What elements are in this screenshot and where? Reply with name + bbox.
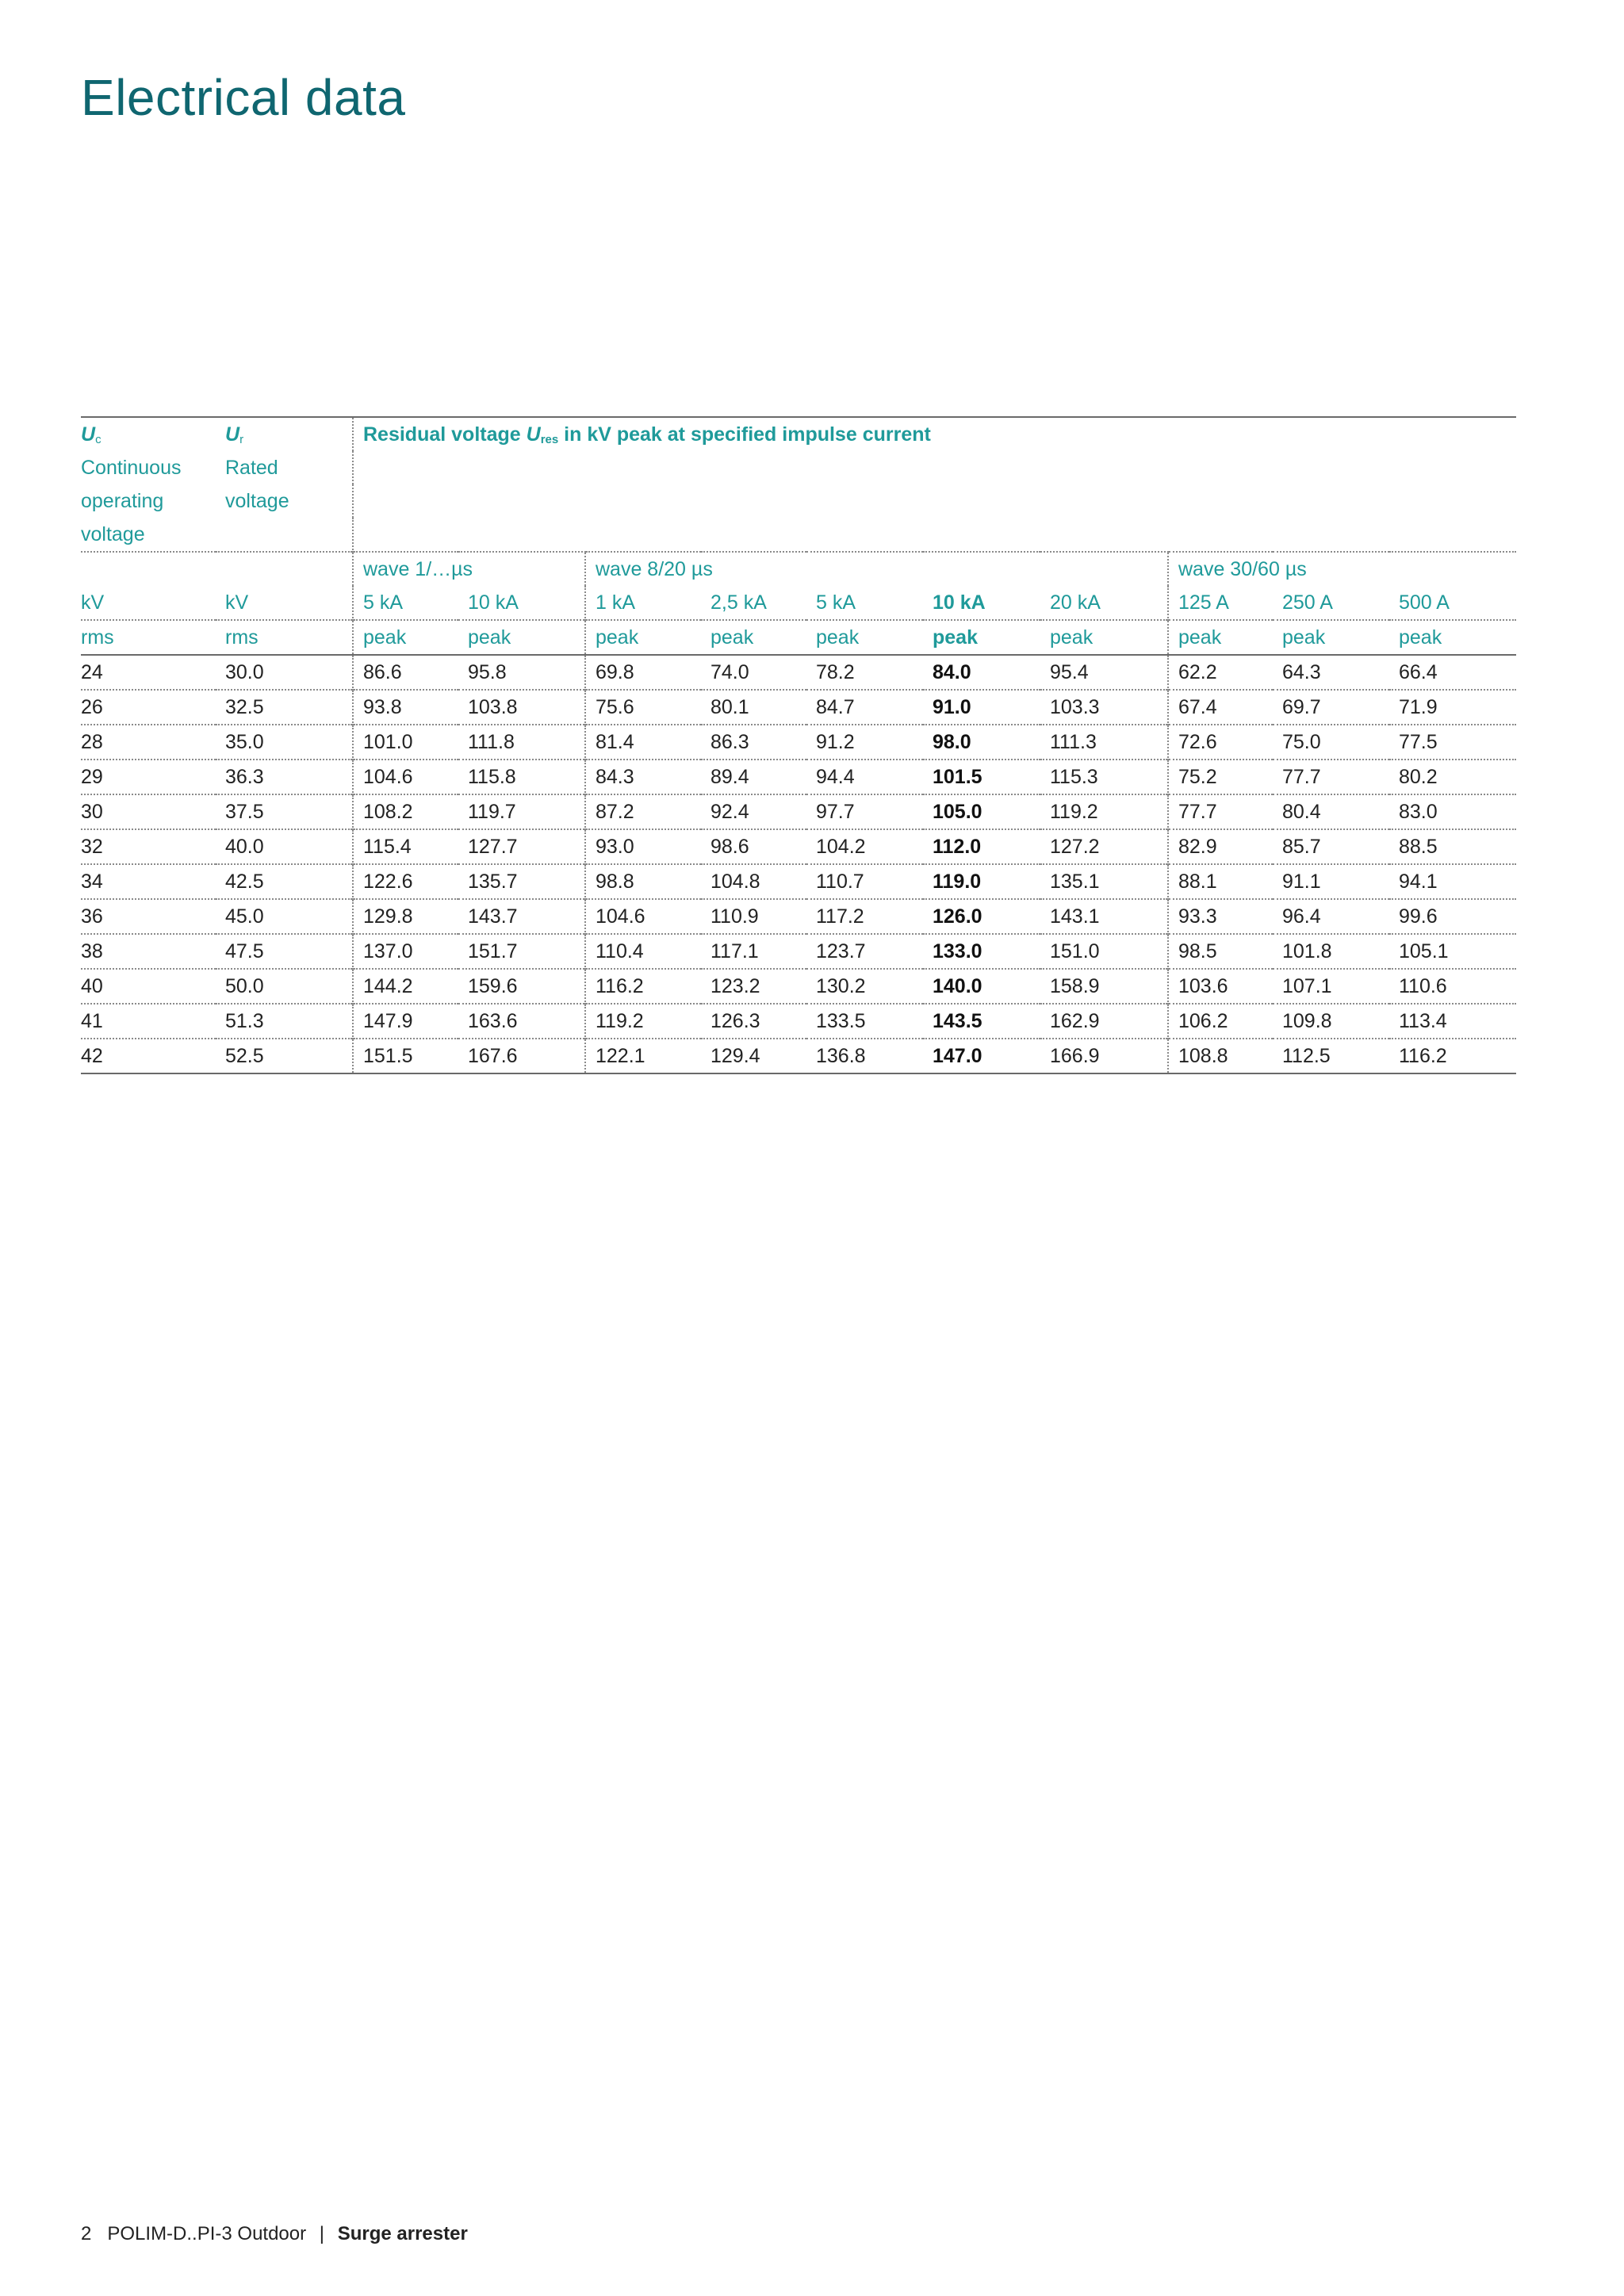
table-cell: 103.8 — [458, 690, 585, 725]
table-cell: 158.9 — [1040, 969, 1168, 1004]
table-cell: 147.0 — [923, 1039, 1040, 1073]
unit-header-cell: 250 A — [1282, 591, 1333, 614]
table-cell: 42 — [81, 1039, 216, 1073]
table-cell: 130.2 — [806, 969, 923, 1004]
table-cell: 72.6 — [1168, 725, 1273, 760]
table-row — [81, 899, 1516, 934]
table-cell: 106.2 — [1168, 1004, 1273, 1039]
table-cell: 80.4 — [1273, 794, 1389, 829]
table-cell: 84.3 — [585, 760, 701, 794]
type-header-cell: peak — [353, 620, 458, 655]
unit-header-cell: 125 A — [1168, 586, 1273, 620]
type-header-cell: peak — [701, 620, 806, 655]
table-cell: 112.5 — [1273, 1039, 1389, 1073]
table-cell: 122.6 — [353, 864, 458, 899]
table-cell: 119.0 — [923, 864, 1040, 899]
table-cell: 110.9 — [701, 899, 806, 934]
table-cell: 82.9 — [1168, 829, 1273, 864]
table-cell: 93.3 — [1168, 899, 1273, 934]
table-cell: 80.1 — [701, 690, 806, 725]
table-row — [81, 864, 1516, 899]
table-cell: 75.2 — [1168, 760, 1273, 794]
header-row-desc-1 — [81, 451, 1516, 484]
unit-header-cell: 500 A — [1399, 591, 1450, 614]
table-cell: 85.7 — [1273, 829, 1389, 864]
unit-header-cell: 20 kA — [1050, 591, 1101, 614]
table-cell: 123.2 — [701, 969, 806, 1004]
table-cell: 80.2 — [1389, 760, 1516, 794]
table-cell: 32 — [81, 829, 216, 864]
table-row — [81, 760, 1516, 794]
table-cell: 111.8 — [458, 725, 585, 760]
table-cell: 98.5 — [1168, 934, 1273, 969]
wave-8-20-label: wave 8/20 µs — [585, 552, 1168, 586]
table-cell: 151.5 — [353, 1039, 458, 1073]
table-cell: 111.3 — [1040, 725, 1168, 760]
table-cell: 135.7 — [458, 864, 585, 899]
table-cell: 51.3 — [216, 1004, 353, 1039]
table-cell: 30.0 — [225, 660, 264, 683]
header-row-desc-2 — [81, 484, 1516, 518]
table-cell: 147.9 — [353, 1004, 458, 1039]
table-cell: 38 — [81, 934, 216, 969]
table-cell: 115.4 — [353, 829, 458, 864]
table-cell: 133.0 — [923, 934, 1040, 969]
table-cell: 122.1 — [585, 1039, 701, 1073]
ur-desc-line: voltage — [225, 489, 289, 512]
table-cell: 52.5 — [216, 1039, 353, 1073]
table-row — [81, 725, 1516, 760]
residual-voltage-table — [81, 416, 1516, 1074]
table-cell: 86.6 — [353, 655, 458, 690]
unit-header-cell: 1 kA — [585, 586, 701, 620]
table-cell: 95.8 — [468, 660, 507, 683]
table-cell: 113.4 — [1389, 1004, 1516, 1039]
table-cell: 151.7 — [458, 934, 585, 969]
table-cell: 83.0 — [1389, 794, 1516, 829]
residual-heading-symbol: U — [526, 423, 541, 446]
header-row-units — [81, 586, 1516, 620]
table-cell: 62.2 — [1168, 655, 1273, 690]
table-cell: 92.4 — [701, 794, 806, 829]
table-cell: 69.8 — [585, 655, 701, 690]
table-cell: 119.7 — [458, 794, 585, 829]
table-cell: 35.0 — [216, 725, 353, 760]
ur-desc-line: Rated — [225, 456, 278, 479]
type-header-cell: peak — [1273, 620, 1389, 655]
table-cell: 67.4 — [1168, 690, 1273, 725]
table-cell: 81.4 — [585, 725, 701, 760]
header-row-desc-3 — [81, 518, 1516, 552]
table-row — [81, 969, 1516, 1004]
type-header-cell: peak — [585, 620, 701, 655]
table-cell: 96.4 — [1273, 899, 1389, 934]
table-cell: 110.7 — [806, 864, 923, 899]
table-cell: 66.4 — [1399, 660, 1438, 683]
page-title: Electrical data — [81, 69, 406, 126]
footer-section: Surge arrester — [337, 2223, 468, 2244]
table-cell: 143.5 — [923, 1004, 1040, 1039]
table-row — [81, 829, 1516, 864]
table-row — [81, 655, 1516, 690]
table-cell: 40.0 — [216, 829, 353, 864]
table-cell: 71.9 — [1389, 690, 1516, 725]
table-cell: 109.8 — [1273, 1004, 1389, 1039]
heading-spacer — [353, 451, 1516, 484]
table-cell: 119.2 — [585, 1004, 701, 1039]
table-row — [81, 690, 1516, 725]
empty-cell — [216, 552, 353, 586]
table-cell: 75.0 — [1273, 725, 1389, 760]
heading-spacer — [353, 518, 1516, 552]
table-cell: 99.6 — [1389, 899, 1516, 934]
residual-heading-sub: res — [540, 432, 559, 446]
table-cell: 116.2 — [1389, 1039, 1516, 1073]
table-cell: 144.2 — [353, 969, 458, 1004]
uc-desc-line: operating — [81, 489, 164, 512]
unit-header-cell: 10 kA — [933, 591, 986, 614]
table-cell: 110.6 — [1389, 969, 1516, 1004]
table-body — [81, 417, 1516, 1073]
unit-header-cell: kV — [225, 591, 249, 614]
table-cell: 40 — [81, 969, 216, 1004]
table-cell: 129.4 — [701, 1039, 806, 1073]
table-cell: 84.0 — [933, 660, 971, 683]
table-cell: 34 — [81, 864, 216, 899]
table-cell: 115.8 — [458, 760, 585, 794]
table-cell: 140.0 — [923, 969, 1040, 1004]
table-cell: 95.4 — [1050, 660, 1089, 683]
unit-header-cell: 5 kA — [353, 586, 458, 620]
table-cell: 143.7 — [458, 899, 585, 934]
table-cell: 135.1 — [1040, 864, 1168, 899]
type-header-cell: peak — [1168, 620, 1273, 655]
table-cell: 93.0 — [585, 829, 701, 864]
table-cell: 93.8 — [353, 690, 458, 725]
table-cell: 97.7 — [806, 794, 923, 829]
table-cell: 127.7 — [458, 829, 585, 864]
type-header-cell: rms — [216, 620, 353, 655]
table-cell: 103.6 — [1168, 969, 1273, 1004]
table-cell: 88.5 — [1389, 829, 1516, 864]
table-cell: 104.8 — [701, 864, 806, 899]
wave-30-60-label: wave 30/60 µs — [1168, 552, 1516, 586]
uc-symbol-cell — [81, 417, 216, 451]
empty-cell — [81, 552, 216, 586]
table-cell: 108.2 — [353, 794, 458, 829]
table-cell: 91.1 — [1273, 864, 1389, 899]
table-cell: 105.1 — [1389, 934, 1516, 969]
table-cell: 98.0 — [923, 725, 1040, 760]
page-footer — [81, 2223, 468, 2245]
footer-separator: | — [319, 2223, 325, 2244]
residual-voltage-heading — [353, 417, 1516, 451]
table-row — [81, 1004, 1516, 1039]
table-row — [81, 934, 1516, 969]
uc-symbol: U — [81, 423, 96, 446]
footer-product: POLIM-D..PI-3 Outdoor — [107, 2223, 307, 2244]
table-cell: 105.0 — [923, 794, 1040, 829]
table-cell: 166.9 — [1040, 1039, 1168, 1073]
table-cell: 167.6 — [458, 1039, 585, 1073]
table-cell: 87.2 — [585, 794, 701, 829]
type-header-cell: peak — [923, 620, 1040, 655]
table-cell: 77.7 — [1273, 760, 1389, 794]
table-cell: 163.6 — [458, 1004, 585, 1039]
header-row-types — [81, 620, 1516, 655]
table-cell: 151.0 — [1040, 934, 1168, 969]
uc-desc-line: voltage — [81, 522, 145, 545]
table-cell: 74.0 — [710, 660, 749, 683]
type-header-cell: peak — [1040, 620, 1168, 655]
table-cell: 30 — [81, 794, 216, 829]
ur-symbol-cell — [216, 417, 353, 451]
table-cell: 88.1 — [1168, 864, 1273, 899]
table-cell: 101.5 — [923, 760, 1040, 794]
table-cell: 101.8 — [1273, 934, 1389, 969]
type-header-cell: rms — [81, 620, 216, 655]
table-cell: 159.6 — [458, 969, 585, 1004]
table-cell: 127.2 — [1040, 829, 1168, 864]
uc-symbol-sub: c — [95, 432, 102, 446]
residual-heading-prefix: Residual voltage — [363, 423, 527, 446]
table-cell: 112.0 — [923, 829, 1040, 864]
unit-header-cell: 2,5 kA — [710, 591, 767, 614]
table-cell: 91.2 — [806, 725, 923, 760]
table-cell: 143.1 — [1040, 899, 1168, 934]
table-cell: 64.3 — [1282, 660, 1321, 683]
table-cell: 29 — [81, 760, 216, 794]
table-cell: 75.6 — [585, 690, 701, 725]
table-cell: 133.5 — [806, 1004, 923, 1039]
table-cell: 126.3 — [701, 1004, 806, 1039]
table-cell: 50.0 — [216, 969, 353, 1004]
table-cell: 91.0 — [923, 690, 1040, 725]
table-cell: 94.1 — [1389, 864, 1516, 899]
table-cell: 24 — [81, 660, 103, 683]
type-header-cell: peak — [806, 620, 923, 655]
table-cell: 117.2 — [806, 899, 923, 934]
table-row — [81, 1039, 1516, 1073]
table-cell: 117.1 — [701, 934, 806, 969]
header-row-symbols — [81, 417, 1516, 451]
table-cell: 47.5 — [216, 934, 353, 969]
wave-1-label: wave 1/…µs — [353, 552, 585, 586]
table-cell: 126.0 — [923, 899, 1040, 934]
table-cell: 116.2 — [585, 969, 701, 1004]
table-cell: 103.3 — [1040, 690, 1168, 725]
table-cell: 98.8 — [585, 864, 701, 899]
table-cell: 32.5 — [216, 690, 353, 725]
table-cell: 162.9 — [1040, 1004, 1168, 1039]
table-cell: 77.7 — [1168, 794, 1273, 829]
uc-desc-line: Continuous — [81, 456, 182, 479]
heading-spacer — [353, 484, 1516, 518]
table-cell: 28 — [81, 725, 216, 760]
table-cell: 110.4 — [585, 934, 701, 969]
ur-symbol: U — [225, 423, 240, 446]
table-cell: 129.8 — [353, 899, 458, 934]
table-cell: 86.3 — [701, 725, 806, 760]
type-header-cell: peak — [458, 620, 585, 655]
table-cell: 77.5 — [1389, 725, 1516, 760]
table-cell: 104.6 — [353, 760, 458, 794]
table-cell: 89.4 — [701, 760, 806, 794]
table-cell: 119.2 — [1040, 794, 1168, 829]
table-cell: 41 — [81, 1004, 216, 1039]
table-cell: 98.6 — [701, 829, 806, 864]
table-row — [81, 794, 1516, 829]
table-cell: 137.0 — [353, 934, 458, 969]
page-number: 2 — [81, 2223, 92, 2244]
table-cell: 94.4 — [806, 760, 923, 794]
table-cell: 42.5 — [216, 864, 353, 899]
unit-header-cell: 5 kA — [816, 591, 856, 614]
table-cell: 104.6 — [585, 899, 701, 934]
table-cell: 78.2 — [816, 660, 855, 683]
table-cell: 123.7 — [806, 934, 923, 969]
ur-symbol-sub: r — [239, 432, 244, 446]
table-cell: 107.1 — [1273, 969, 1389, 1004]
table-cell: 45.0 — [216, 899, 353, 934]
table-cell: 26 — [81, 690, 216, 725]
unit-header-cell: 10 kA — [468, 591, 519, 614]
table-cell: 108.8 — [1168, 1039, 1273, 1073]
type-header-cell: peak — [1389, 620, 1516, 655]
table-cell: 36.3 — [216, 760, 353, 794]
table-cell: 84.7 — [806, 690, 923, 725]
table-cell: 136.8 — [806, 1039, 923, 1073]
table-cell: 37.5 — [216, 794, 353, 829]
residual-heading-suffix: in kV peak at specified impulse current — [558, 423, 931, 446]
table-cell: 115.3 — [1040, 760, 1168, 794]
table-cell: 101.0 — [353, 725, 458, 760]
empty-cell — [216, 518, 353, 552]
unit-header-cell: kV — [81, 591, 105, 614]
header-row-waves — [81, 552, 1516, 586]
table-cell: 36 — [81, 899, 216, 934]
table-cell: 104.2 — [806, 829, 923, 864]
table-cell: 69.7 — [1273, 690, 1389, 725]
